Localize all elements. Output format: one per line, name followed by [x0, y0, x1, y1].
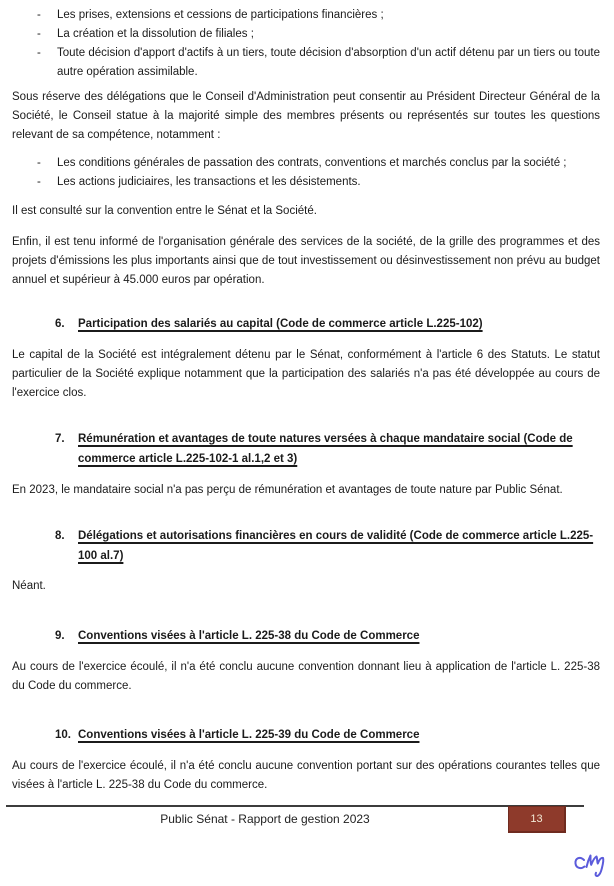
bullet-text: Toute décision d'apport d'actifs à un tiers, toute décision d'absorption d'un actif détenu par un tiers ou toute autre opération assimilable.	[57, 47, 600, 78]
paragraph-consulte: Il est consulté sur la convention entre le Sénat et la Société.	[12, 205, 317, 217]
section-number: 7.	[55, 433, 65, 445]
bullet-dash: -	[37, 47, 41, 59]
section-title: Participation des salariés au capital (Code de commerce article L.225-102)	[78, 318, 483, 330]
section-number: 8.	[55, 530, 65, 542]
section-number: 10.	[55, 729, 71, 741]
section-heading-10	[12, 725, 600, 745]
paragraph-enfin: Enfin, il est tenu informé de l'organisation générale des services de la société, de la grille des programmes et des projets d'émissions les plus importants ainsi que de tout investissement ou désinvestissement non prévu au budget annuel et supérieur à 45.000 euros par opération.	[12, 236, 600, 286]
section-title: Délégations et autorisations financières en cours de validité (Code de commerce article L.225-100 al.7)	[78, 530, 594, 562]
bullet-text: Les prises, extensions et cessions de participations financières ;	[57, 9, 384, 21]
section-title: Conventions visées à l'article L. 225-38 du Code de Commerce	[78, 630, 420, 642]
footer-title: Public Sénat - Rapport de gestion 2023	[160, 812, 370, 826]
section-title: Rémunération et avantages de toute natures versées à chaque mandataire social (Code de commerce article L.225-102-1 al.1,2 et 3)	[78, 433, 573, 465]
section-heading-6	[12, 314, 600, 334]
section-title: Conventions visées à l'article L. 225-39 du Code de Commerce	[78, 729, 420, 741]
section-body-8: Néant.	[12, 580, 46, 592]
section-body-6: Le capital de la Société est intégralement détenu par le Sénat, conformément à l'article 6 des Statuts. Le statut particulier de la Société explique notamment que la participation des salariés n'a pas été développée au cours de l'exercice clos.	[12, 349, 600, 399]
list-item	[12, 44, 600, 82]
section-body-10: Au cours de l'exercice écoulé, il n'a été conclu aucune convention portant sur des opérations courantes telles que visées à l'article L. 225-38 du Code du commerce.	[12, 760, 600, 791]
section-body-9: Au cours de l'exercice écoulé, il n'a été conclu aucune convention donnant lieu à application de l'article L. 225-38 du Code du commerce.	[12, 661, 600, 692]
section-heading-8	[12, 526, 600, 566]
bullet-dash: -	[37, 28, 41, 40]
bullet-text: Les conditions générales de passation des contrats, conventions et marchés conclus par la société ;	[57, 157, 567, 169]
section-number: 6.	[55, 318, 65, 330]
section-heading-9	[12, 626, 600, 646]
footer-divider	[6, 805, 584, 807]
bullet-dash: -	[37, 9, 41, 21]
bullet-text: La création et la dissolution de filiales ;	[57, 28, 254, 40]
list-item	[12, 154, 600, 173]
section-body-7: En 2023, le mandataire social n'a pas perçu de rémunération et avantages de toute nature par Public Sénat.	[12, 484, 563, 496]
list-item	[12, 25, 600, 44]
handwritten-initials	[571, 845, 611, 885]
paragraph-conseil: Sous réserve des délégations que le Conseil d'Administration peut consentir au Président Directeur Général de la Société, le Conseil statue à la majorité simple des membres présents ou représentés sur toutes les questions relevant de sa compétence, notamment :	[12, 91, 600, 141]
bullet-dash: -	[37, 157, 41, 169]
list-item	[12, 6, 600, 25]
bullet-dash: -	[37, 176, 41, 188]
section-number: 9.	[55, 630, 65, 642]
bullet-text: Les actions judiciaires, les transactions et les désistements.	[57, 176, 361, 188]
list-item	[12, 173, 600, 192]
section-heading-7	[12, 429, 600, 469]
page-number-badge: 13	[508, 806, 566, 833]
